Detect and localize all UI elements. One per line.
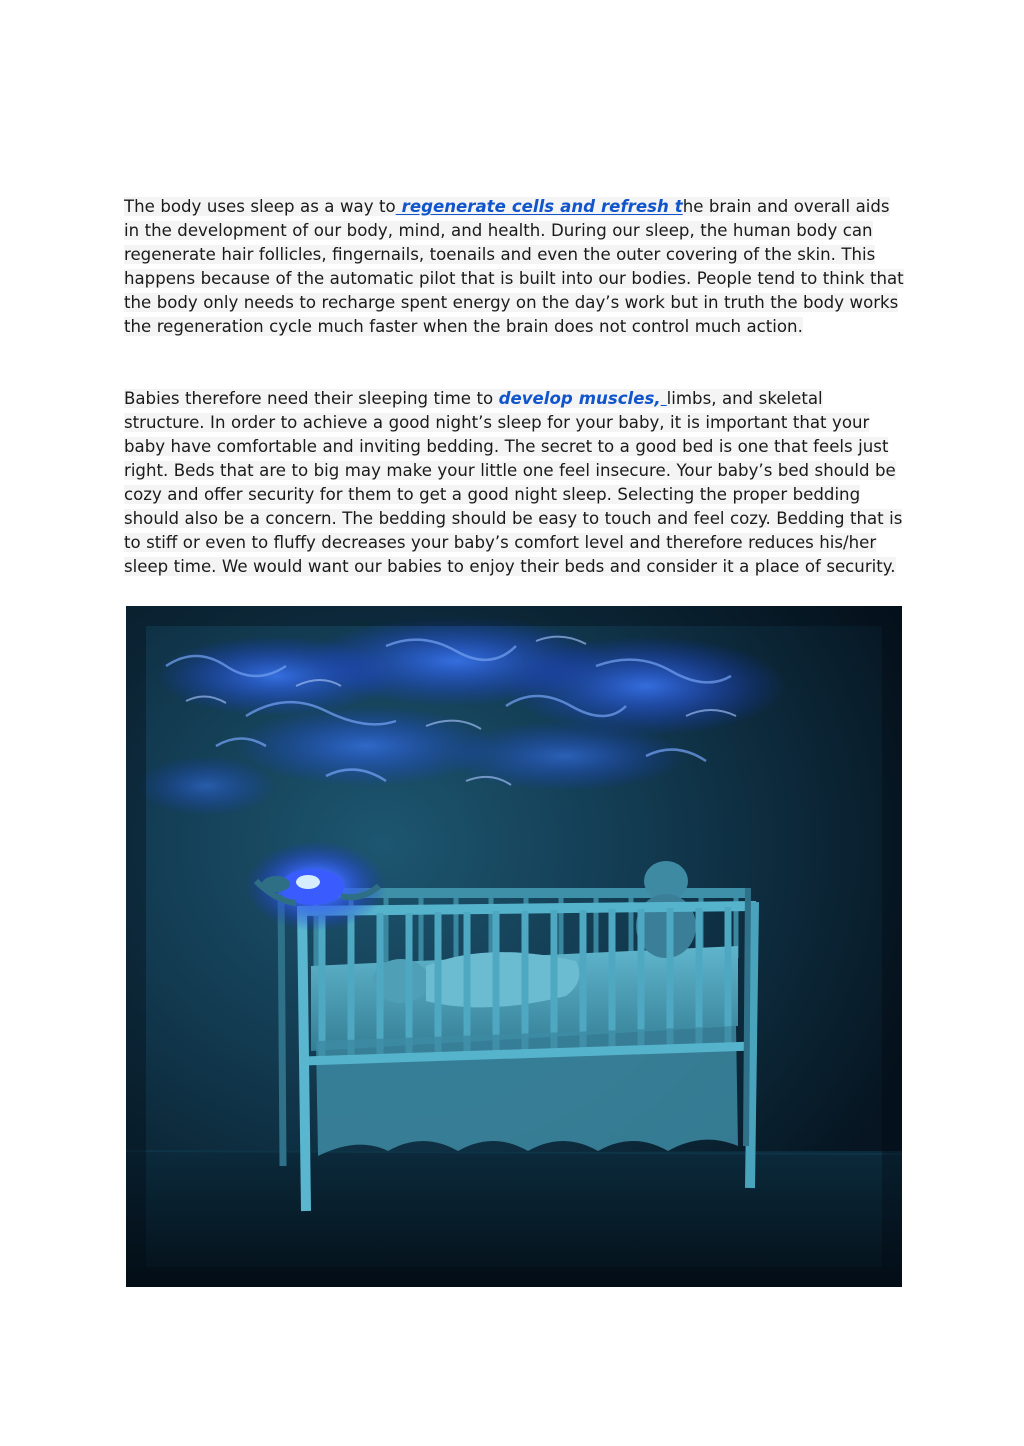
paragraph1-text-start: The body uses sleep as a way to — [124, 197, 396, 216]
turtle-night-light — [246, 841, 386, 931]
paragraph1-text-end: he brain and overall aids in the development of our body, mind, and health. During our sleep, the human body can regenerate hair follicles, fingernails, toenails and even the outer covering of the skin. This happens because of the automatic pilot that is built into our bodies. People tend to think that the body only needs to recharge spent energy on the day’s work but in truth the body works the regeneration cycle much faster when the brain does not control much action. — [124, 197, 904, 336]
link-develop-muscles-text: develop muscles, — [498, 389, 661, 408]
paragraph2-text-end: limbs, and skeletal structure. In order to achieve a good night’s sleep for your baby, it is important that your baby have comfortable and inviting bedding. The secret to a good bed is one that feels just right. Beds that are to big may make your little one feel insecure. Your baby’s bed should be cozy and offer security for them to get a good night sleep. Selecting the proper bedding should also be a concern. The bedding should be easy to touch and feel cozy. Bedding that is to stiff or even to fluffy decreases your baby’s comfort level and therefore reduces his/her sleep time. We would want our babies to enjoy their beds and consider it a place of security. — [124, 389, 903, 576]
paragraph2-text-start: Babies therefore need their sleeping time to — [124, 389, 499, 408]
link-develop-muscles[interactable] — [499, 389, 667, 408]
paragraph-sleep-regeneration — [124, 195, 904, 339]
paragraph-babies-bedding — [124, 387, 904, 579]
room-floor — [126, 1151, 902, 1287]
link-regenerate-cells[interactable]: regenerate cells and refresh t — [395, 197, 683, 216]
crib-night-light-photo — [126, 606, 902, 1287]
